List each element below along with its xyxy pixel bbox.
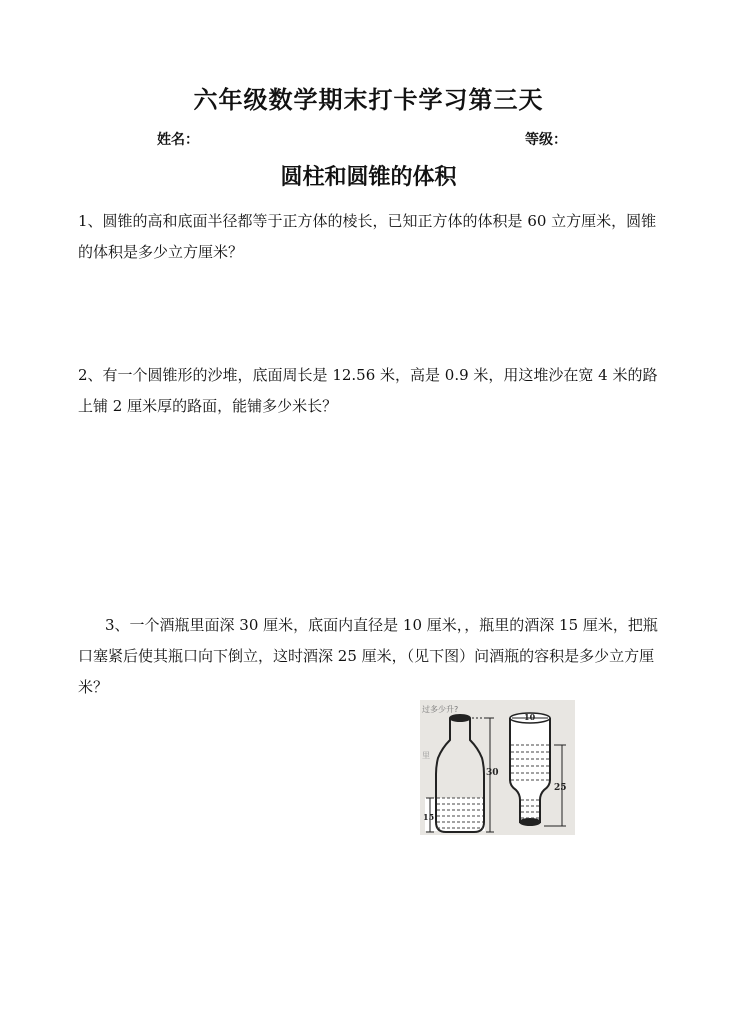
label-30: 30 [486, 768, 499, 778]
bottle-diagram [420, 700, 575, 835]
page-title: 六年级数学期末打卡学习第三天 [193, 86, 544, 114]
label-10: 10 [524, 712, 536, 722]
upright-cap [449, 714, 471, 722]
label-15: 15 [423, 812, 435, 822]
inverted-cap [519, 818, 541, 826]
bottle-figure [420, 700, 575, 835]
figure-corner-text: 过多少升? [422, 705, 459, 714]
section-title: 圆柱和圆锥的体积 [280, 165, 457, 190]
question-2: 2、有一个圆锥形的沙堆，底面周长是 12.56 米，高是 0.9 米，用这堆沙在宽 4 米的路上铺 2 厘米厚的路面，能铺多少米长？ [78, 366, 658, 415]
question-3: 3、一个酒瓶里面深 30 厘米，底面内直径是 10 厘米，，瓶里的酒深 15 厘米，把瓶口塞紧后使其瓶口向下倒立，这时酒深 25 厘米，（见下图）问酒瓶的容积是多少立方厘米？ [78, 616, 658, 696]
grade-label: 等级： [525, 132, 567, 148]
label-25: 25 [554, 783, 567, 793]
question-1: 1、圆锥的高和底面半径都等于正方体的棱长，已知正方体的体积是 60 立方厘米，圆锥的体积是多少立方厘米？ [78, 212, 657, 261]
figure-side-text: 里 [422, 751, 430, 760]
name-label: 姓名： [157, 132, 199, 148]
